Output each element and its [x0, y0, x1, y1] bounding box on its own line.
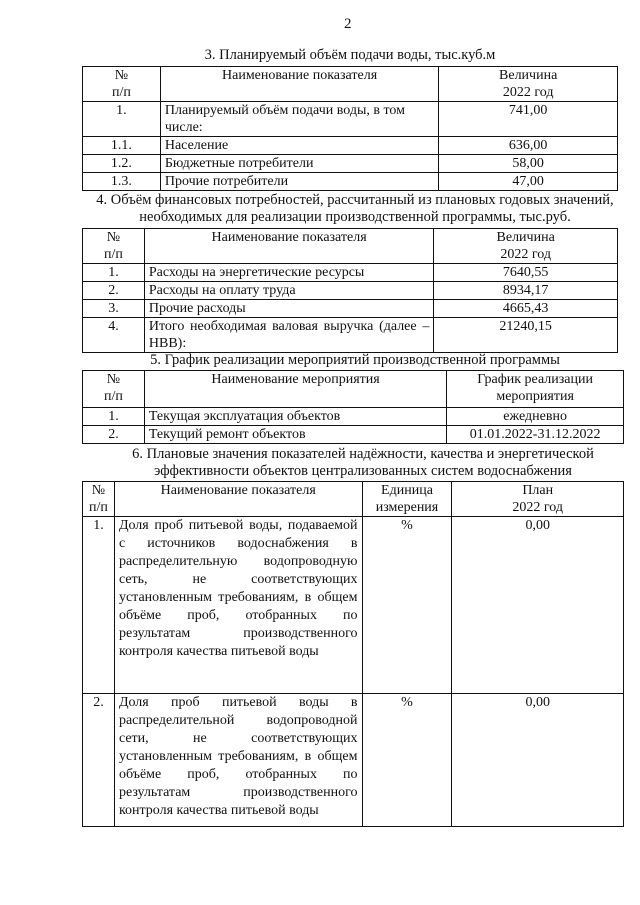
- row-num: 1.: [83, 264, 145, 282]
- row-value: 741,00: [439, 102, 618, 137]
- row-name: Доля проб питьевой воды, подаваемой с источников водоснабжения в распределительную водопроводную сеть, не соответствующих установленным требованиям, в общем объёме проб, отобранных по результатам производственного контроля качества питьевой воды: [114, 517, 362, 694]
- table-row: [83, 173, 618, 191]
- table-header-row: [83, 229, 618, 264]
- table-row: [83, 264, 618, 282]
- row-unit: %: [362, 517, 452, 694]
- row-name: Прочие потребители: [160, 173, 438, 191]
- table-row: [83, 426, 624, 444]
- col-num-header: № п/п: [83, 371, 145, 408]
- section-5-title: 5. График реализации мероприятий производственной программы: [150, 352, 560, 368]
- table-row: [83, 694, 624, 827]
- col-name-header: Наименование показателя: [144, 229, 433, 264]
- col-value-header: Величина 2022 год: [439, 67, 618, 102]
- table-row: [83, 102, 618, 137]
- row-name: Планируемый объём подачи воды, в том числе:: [160, 102, 438, 137]
- col-name-header: Наименование показателя: [160, 67, 438, 102]
- row-num: 1.1.: [83, 137, 161, 155]
- table-header-row: [83, 482, 624, 517]
- row-num: 1.3.: [83, 173, 161, 191]
- col-name-header: Наименование показателя: [114, 482, 362, 517]
- row-num: 2.: [83, 426, 145, 444]
- col-num-header: № п/п: [83, 229, 145, 264]
- row-value: 0,00: [452, 517, 624, 694]
- row-num: 3.: [83, 300, 145, 318]
- row-name: Расходы на оплату труда: [144, 282, 433, 300]
- table-header-row: [83, 371, 624, 408]
- table-header-row: [83, 67, 618, 102]
- row-value: 8934,17: [434, 282, 618, 300]
- table-row: [83, 517, 624, 694]
- col-num-header: № п/п: [83, 67, 161, 102]
- row-num: 1.: [83, 408, 145, 426]
- section-3-table: [82, 66, 618, 191]
- col-unit-header: Единица измерения: [362, 482, 452, 517]
- row-unit: %: [362, 694, 452, 827]
- table-row: [83, 408, 624, 426]
- section-3-title: 3. Планируемый объём подачи воды, тыс.куб.м: [204, 47, 496, 63]
- row-name: Текущая эксплуатация объектов: [144, 408, 446, 426]
- section-5-table: [82, 370, 624, 444]
- col-num-header: № п/п: [83, 482, 115, 517]
- row-num: 1.2.: [83, 155, 161, 173]
- row-value: 4665,43: [434, 300, 618, 318]
- row-num: 2.: [83, 694, 115, 827]
- section-6-title: 6. Плановые значения показателей надёжности, качества и энергетической эффективности объектов централизованных систем водоснабжения: [132, 446, 594, 479]
- col-name-header: Наименование мероприятия: [144, 371, 446, 408]
- row-name: Текущий ремонт объектов: [144, 426, 446, 444]
- row-num: 2.: [83, 282, 145, 300]
- table-row: [83, 318, 618, 353]
- table-row: [83, 282, 618, 300]
- row-name: Прочие расходы: [144, 300, 433, 318]
- row-value: 0,00: [452, 694, 624, 827]
- row-num: 4.: [83, 318, 145, 353]
- row-value: ежедневно: [447, 408, 624, 426]
- table-row: [83, 137, 618, 155]
- row-value: 47,00: [439, 173, 618, 191]
- row-name: Доля проб питьевой воды в распределительной водопроводной сети, не соответствующих установленным требованиям, в общем объёме проб, отобранных по результатам производственного контроля качества питьевой воды: [114, 694, 362, 827]
- row-value: 7640,55: [434, 264, 618, 282]
- row-value: 636,00: [439, 137, 618, 155]
- row-num: 1.: [83, 102, 161, 137]
- row-value: 21240,15: [434, 318, 618, 353]
- row-name: Бюджетные потребители: [160, 155, 438, 173]
- row-num: 1.: [83, 517, 115, 694]
- col-value-header: Величина 2022 год: [434, 229, 618, 264]
- table-row: [83, 300, 618, 318]
- row-value: 58,00: [439, 155, 618, 173]
- row-name: Расходы на энергетические ресурсы: [144, 264, 433, 282]
- section-4-table: [82, 228, 618, 353]
- row-name: Население: [160, 137, 438, 155]
- table-row: [83, 155, 618, 173]
- page-number: 2: [344, 16, 352, 32]
- row-value: 01.01.2022-31.12.2022: [447, 426, 624, 444]
- section-6-table: [82, 481, 624, 827]
- col-value-header: План 2022 год: [452, 482, 624, 517]
- row-name: Итого необходимая валовая выручка (далее – НВВ):: [144, 318, 433, 353]
- section-4-title: 4. Объём финансовых потребностей, рассчитанный из плановых годовых значений, необходимых для реализации производственной программы, тыс.руб.: [96, 192, 614, 225]
- col-value-header: График реализации мероприятия: [447, 371, 624, 408]
